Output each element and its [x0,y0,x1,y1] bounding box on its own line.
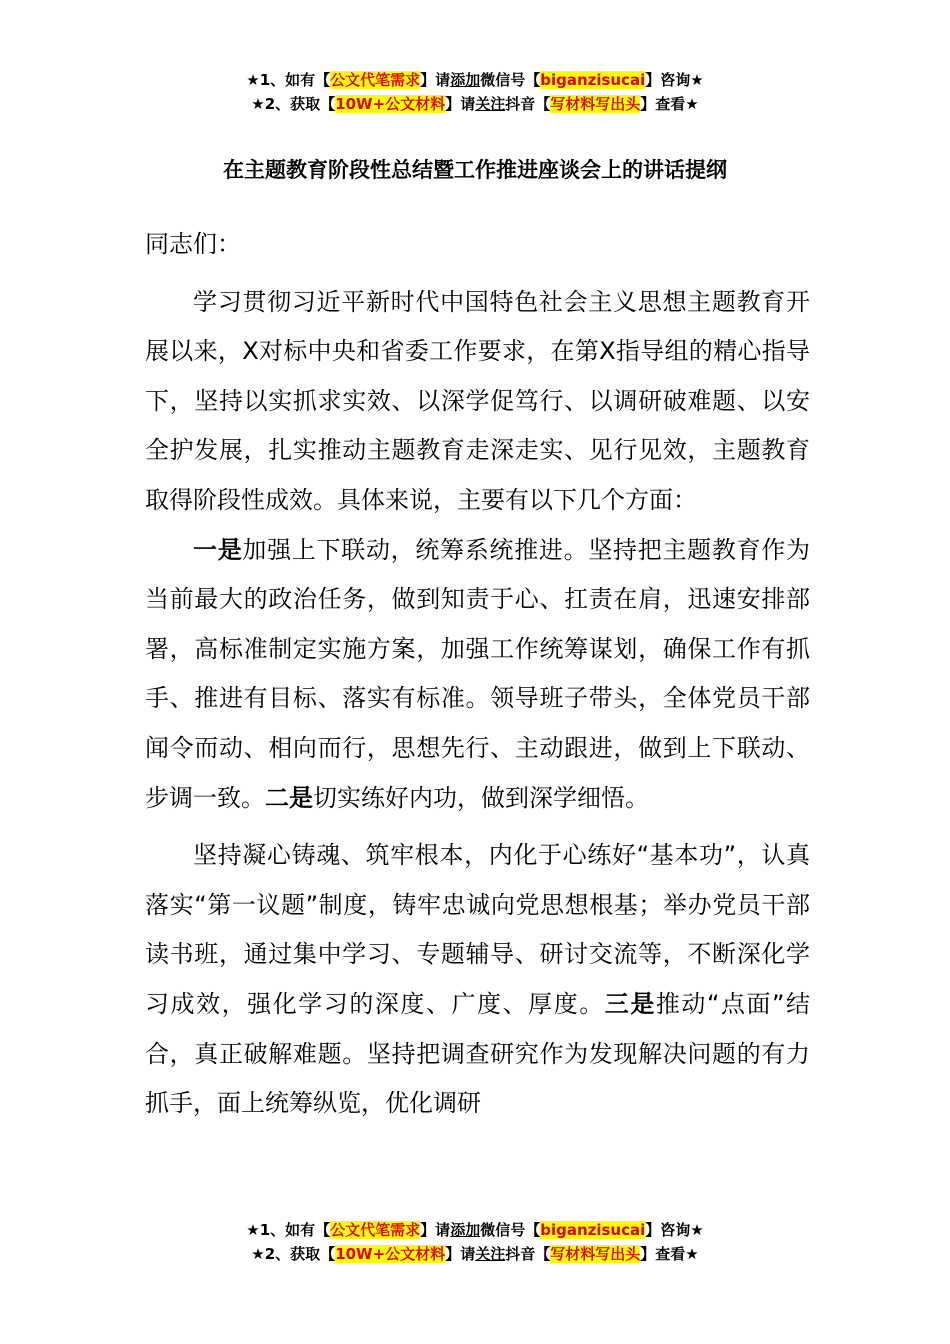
banner-underlined: 关注 [475,95,506,113]
banner-text: 微信号【 [480,71,541,89]
banner-text: 】咨询★ [645,71,704,89]
banner-text: 】请 [445,1245,476,1263]
banner-highlight: 写材料写出头 [550,95,641,113]
banner-text: 】请 [420,1221,451,1239]
banner-highlight: 10W+公文材料 [335,95,446,113]
banner-highlight: 10W+公文材料 [335,1245,446,1263]
banner-text: ★1、如有【 [246,71,331,89]
paragraph-text: 加强上下联动，统筹系统推进。坚持把主题教育作为当前最大的政治任务，做到知责于心、扛责在肩，迅速安排部署，高标准制定实施方案，加强工作统筹谋划，确保工作有抓手、推进有目标、落实有标准。领导班子带头，全体党员干部闻令而动、相向而行，思想先行、主动跟进，做到上下联动、步调一致。 [145,535,811,812]
banner-line-1 [0,1218,950,1242]
paragraph-lead: 二是 [265,783,313,812]
banner-highlight: 写材料写出头 [550,1245,641,1263]
banner-highlight: 公文代笔需求 [330,71,421,89]
banner-highlight: 公文代笔需求 [330,1221,421,1239]
paragraph-text: 切实练好内功，做到深学细悟。 [313,783,649,812]
paragraph-2 [145,526,810,824]
banner-highlight: biganzisucai [540,71,646,89]
banner-text: 抖音【 [505,95,551,113]
header-banner [0,68,950,116]
banner-text: ★2、获取【 [251,95,336,113]
paragraph-text: 坚持凝心铸魂、筑牢根本，内化于心练好“基本功”，认真落实“第一议题”制度，铸牢忠诚向党思想根基；举办党员干部读书班，通过集中学习、专题辅导、研讨交流等，不断深化学习成效，强化学习的深度、广度、厚度。 [145,841,810,1018]
banner-text: 】咨询★ [645,1221,704,1239]
paragraph-1: 学习贯彻习近平新时代中国特色社会主义思想主题教育开展以来，X对标中央和省委工作要求，在第X指导组的精心指导下，坚持以实抓求实效、以深学促笃行、以调研破难题、以安全护发展，扎实推动主题教育走深走实、见行见效，主题教育取得阶段性成效。具体来说，主要有以下几个方面： [145,287,810,514]
document-title: 在主题教育阶段性总结暨工作推进座谈会上的讲话提纲 [223,158,727,182]
banner-text: ★2、获取【 [251,1245,336,1263]
banner-underlined: 添加 [450,1221,481,1239]
banner-line-2 [0,1242,950,1266]
document-body [145,220,810,1129]
banner-underlined: 添加 [450,71,481,89]
paragraph-lead: 三是 [604,989,656,1018]
banner-text: ★1、如有【 [246,1221,331,1239]
banner-text: 微信号【 [480,1221,541,1239]
salutation: 同志们： [145,230,241,258]
footer-banner [0,1218,950,1266]
banner-text: 】查看★ [640,95,699,113]
banner-underlined: 关注 [475,1245,506,1263]
paragraph-lead: 一是 [193,535,243,564]
banner-highlight: biganzisucai [540,1221,646,1239]
banner-text: 】请 [445,95,476,113]
banner-line-2 [0,92,950,116]
banner-text: 】请 [420,71,451,89]
paragraph-text: 推动“点面”结合，真正破解难题。坚持把调查研究作为发现解决问题的有力抓手，面上统筹纵览，优化调研 [145,989,811,1118]
banner-text: 】查看★ [640,1245,699,1263]
banner-line-1 [0,68,950,92]
paragraph-3 [145,831,810,1129]
banner-text: 抖音【 [505,1245,551,1263]
